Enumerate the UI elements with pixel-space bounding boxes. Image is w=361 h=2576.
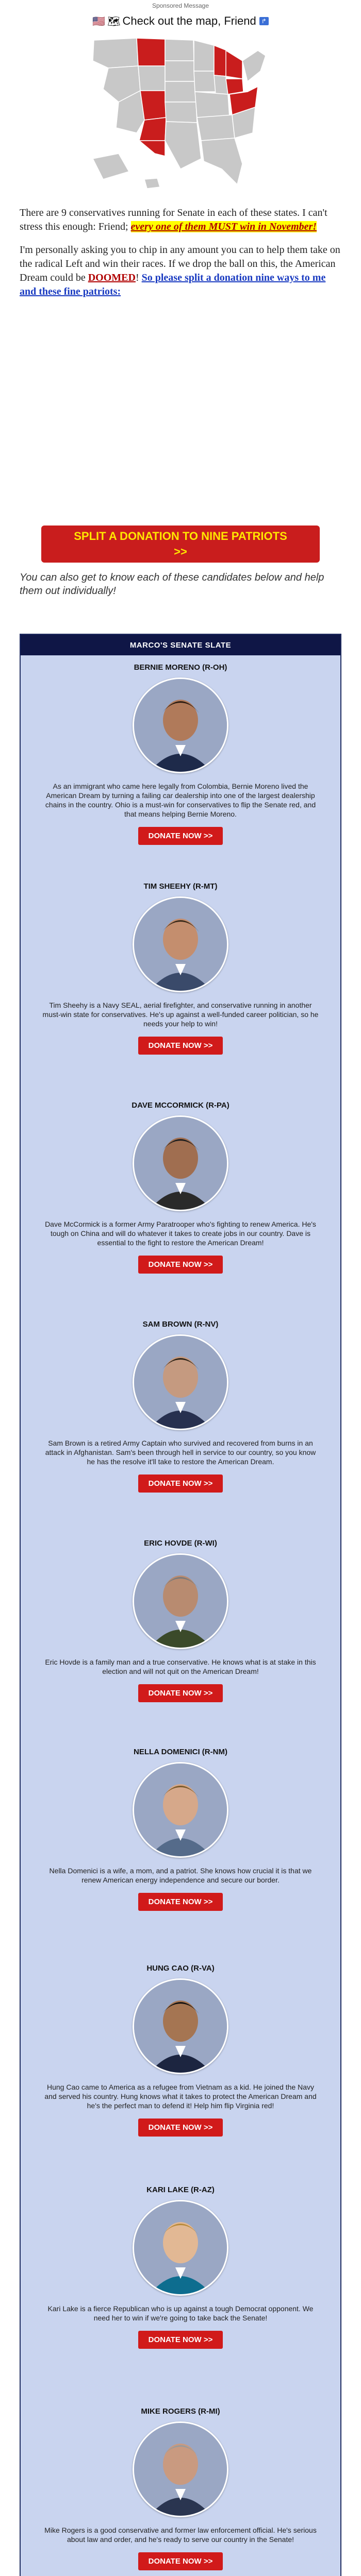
candidate-name: BERNIE MORENO (R-OH) <box>134 663 227 672</box>
candidate-name: TIM SHEEHY (R-MT) <box>143 882 218 891</box>
candidate-portrait-icon <box>134 1980 227 2073</box>
us-flag-icon: 🇺🇸 <box>92 15 106 27</box>
donate-now-button[interactable]: DONATE NOW >> <box>138 1893 223 1911</box>
candidate-photo <box>133 1553 228 1649</box>
candidate-card <box>21 2180 340 2349</box>
candidate-name: DAVE MCCORMICK (R-PA) <box>132 1101 229 1110</box>
intro-paragraph-2 <box>20 243 341 299</box>
intro-text-2: I'm personally asking you to chip in any amount you can to help them take on the radical Left and win their races. If we drop the ball on this, the American Dream could be <box>20 244 340 283</box>
candidate-bio: Eric Hovde is a family man and a true conservative. He knows what is at stake in this election and will not quit on the American Dream! <box>45 1658 316 1675</box>
candidate-card <box>21 2402 340 2570</box>
intro-copy <box>20 206 341 308</box>
candidate-bio: As an immigrant who came here legally from Colombia, Bernie Moreno lived the American Dream by turning a failing car dealership into one of the largest dealership chains in the country. Ohio is a must-win for conservatives to flip the Senate red, and that means helping Bernie Moreno. <box>45 782 316 818</box>
candidate-photo <box>133 1762 228 1858</box>
us-map-icon <box>88 30 273 200</box>
hero-map[interactable] <box>88 13 273 204</box>
candidate-portrait-icon <box>134 898 227 991</box>
candidate-portrait-icon <box>134 1117 227 1210</box>
intro-text-3: ! <box>135 272 142 283</box>
candidates-intro: You can also get to know each of these candidates below and help them out individually! <box>20 572 324 597</box>
candidate-bio: Mike Rogers is a good conservative and former law enforcement official. He's serious about law and order, and he's ready to serve our country in the Senate! <box>44 2526 317 2544</box>
doomed-text: DOOMED <box>88 272 136 283</box>
candidate-photo <box>133 2200 228 2296</box>
candidate-portrait-icon <box>134 1336 227 1429</box>
donate-now-button[interactable]: DONATE NOW >> <box>138 2119 223 2137</box>
candidate-photo <box>133 1334 228 1430</box>
split-donation-link[interactable]: So please split a donation nine ways to me and these fine patriots: <box>20 272 326 297</box>
candidate-photo <box>133 1115 228 1211</box>
candidate-bio: Hung Cao came to America as a refugee from Vietnam as a kid. He joined the Navy and served his country. Hung knows what it takes to protect the American Dream and he's the perfect man to defend it! Help him flip Virginia red! <box>44 2083 317 2110</box>
senate-slate <box>20 634 341 2576</box>
sponsored-label: Sponsored Message <box>152 2 209 9</box>
candidate-card <box>21 1315 340 1493</box>
donate-now-button[interactable]: DONATE NOW >> <box>138 1037 223 1055</box>
candidate-bio: Sam Brown is a retired Army Captain who survived and recovered from burns in an attack in Afghanistan. Sam's been through hell in service to our country, so you know he has the resolve it'll take to restore the American Dream. <box>45 1439 316 1466</box>
slate-title: MARCO'S SENATE SLATE <box>21 635 340 655</box>
donate-now-button[interactable]: DONATE NOW >> <box>138 1256 223 1274</box>
candidate-bio: Kari Lake is a fierce Republican who is up against a tough Democrat opponent. We need her to win if we're going to take back the Senate! <box>47 2304 314 2322</box>
candidate-photo <box>133 896 228 992</box>
candidate-portrait-icon <box>134 679 227 772</box>
candidate-card <box>21 1742 340 1911</box>
candidate-name: MIKE ROGERS (R-MI) <box>141 2407 220 2416</box>
candidate-card <box>21 1534 340 1702</box>
candidate-bio: Tim Sheehy is a Navy SEAL, aerial firefighter, and conservative running in another must-win state for conservatives. He's up against a well-funded career politician, so he needs your help to win! <box>42 1001 319 1028</box>
link-out-icon: ↱ <box>259 17 269 25</box>
candidate-portrait-icon <box>134 1764 227 1856</box>
candidate-name: KARI LAKE (R-AZ) <box>146 2185 215 2194</box>
map-title <box>88 13 273 29</box>
intro-text-1: There are 9 conservatives running for Senate in each of these states. I can't stress this enough: Friend; <box>20 207 327 232</box>
candidate-bio: Nella Domenici is a wife, a mom, and a patriot. She knows how crucial it is that we renew American energy independence and secure our border. <box>49 1867 312 1884</box>
split-donation-button[interactable]: SPLIT A DONATION TO NINE PATRIOTS >> <box>41 526 320 563</box>
donate-now-button[interactable]: DONATE NOW >> <box>138 2552 223 2570</box>
candidate-card <box>21 658 340 845</box>
donate-now-button[interactable]: DONATE NOW >> <box>138 827 223 845</box>
candidate-photo <box>133 2421 228 2517</box>
candidate-portrait-icon <box>134 2423 227 2516</box>
intro-paragraph-1 <box>20 206 341 234</box>
candidate-name: NELLA DOMENICI (R-NM) <box>134 1748 227 1756</box>
candidate-name: SAM BROWN (R-NV) <box>142 1320 219 1329</box>
candidate-photo <box>133 677 228 773</box>
candidate-name: ERIC HOVDE (R-WI) <box>144 1539 217 1548</box>
candidate-photo <box>133 1978 228 2074</box>
donate-now-button[interactable]: DONATE NOW >> <box>138 1475 223 1493</box>
map-icon: 🗺 <box>107 15 121 27</box>
map-title-text: Check out the map, Friend <box>122 14 256 27</box>
donate-now-button[interactable]: DONATE NOW >> <box>138 1684 223 1702</box>
candidate-card <box>21 1959 340 2137</box>
candidate-card <box>21 877 340 1055</box>
intro-highlight: every one of them MUST win in November! <box>130 221 317 232</box>
candidate-card <box>21 1096 340 1274</box>
candidate-name: HUNG CAO (R-VA) <box>146 1964 215 1973</box>
donate-now-button[interactable]: DONATE NOW >> <box>138 2331 223 2349</box>
candidate-bio: Dave McCormick is a former Army Paratrooper who's fighting to renew America. He's tough on China and will do whatever it takes to create jobs in our country. Dave is essential to the fight to restore the American Dream! <box>45 1220 316 1247</box>
candidate-portrait-icon <box>134 1555 227 1648</box>
candidate-portrait-icon <box>134 2201 227 2294</box>
